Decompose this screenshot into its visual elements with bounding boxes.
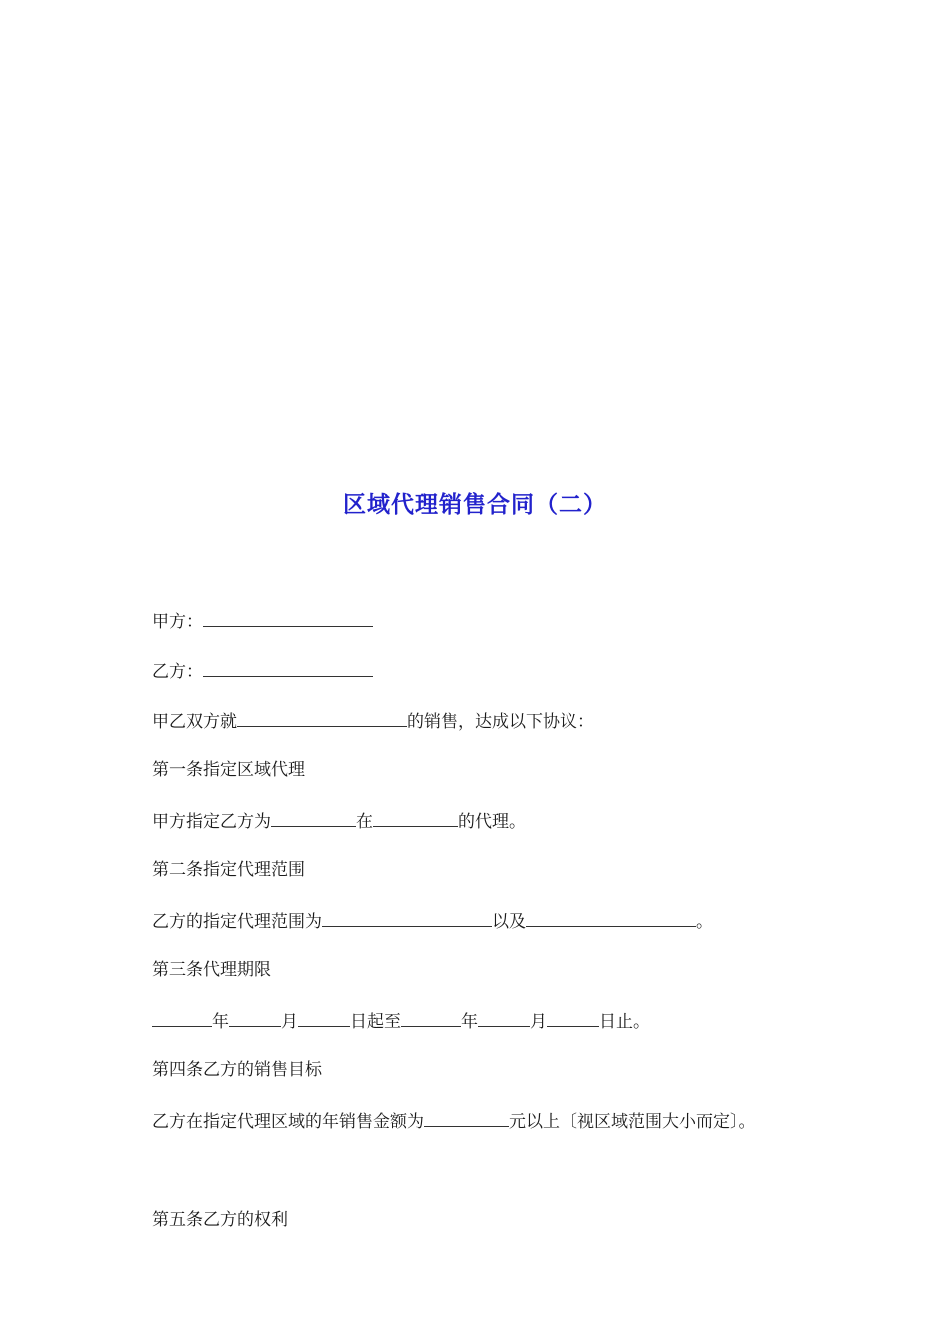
start-year-blank <box>152 1008 212 1027</box>
article-3-text <box>152 1008 650 1034</box>
party-a-blank <box>203 608 373 627</box>
product-blank <box>237 708 407 727</box>
month-label: 月 <box>281 1012 298 1032</box>
article-5-heading: 第五条乙方的权利 <box>152 1210 288 1230</box>
day-to-label: 日止。 <box>599 1012 650 1032</box>
start-day-blank <box>298 1008 350 1027</box>
article-3-heading: 第三条代理期限 <box>152 960 271 980</box>
art1-part-b: 在 <box>356 812 373 832</box>
art4-part-a: 乙方在指定代理区域的年销售金额为 <box>152 1112 424 1132</box>
article-1-text <box>152 808 526 834</box>
end-day-blank <box>547 1008 599 1027</box>
article-4-text <box>152 1108 756 1134</box>
party-a-line <box>152 608 373 634</box>
day-from-label: 日起至 <box>350 1012 401 1032</box>
party-b-label: 乙方： <box>152 662 203 682</box>
art1-part-a: 甲方指定乙方为 <box>152 812 271 832</box>
end-month-blank <box>478 1008 530 1027</box>
party-b-blank <box>203 658 373 677</box>
art2-part-a: 乙方的指定代理范围为 <box>152 912 322 932</box>
scope-blank-1 <box>322 908 492 927</box>
sales-amount-blank <box>424 1108 509 1127</box>
art1-part-c: 的代理。 <box>458 812 526 832</box>
month-label-2: 月 <box>530 1012 547 1032</box>
region-blank <box>373 808 458 827</box>
art2-part-c: 。 <box>696 912 713 932</box>
document-title: 区域代理销售合同（二） <box>343 492 607 518</box>
end-year-blank <box>401 1008 461 1027</box>
party-a-label: 甲方： <box>152 612 203 632</box>
article-1-heading: 第一条指定区域代理 <box>152 760 305 780</box>
article-2-heading: 第二条指定代理范围 <box>152 860 305 880</box>
agent-type-blank <box>271 808 356 827</box>
intro-after: 的销售，达成以下协议： <box>407 712 594 732</box>
party-b-line <box>152 658 373 684</box>
art4-part-b: 元以上〔视区域范围大小而定〕。 <box>509 1112 756 1132</box>
article-2-text <box>152 908 713 934</box>
art2-part-b: 以及 <box>492 912 526 932</box>
intro-line <box>152 708 594 734</box>
year-label-2: 年 <box>461 1012 478 1032</box>
article-4-heading: 第四条乙方的销售目标 <box>152 1060 322 1080</box>
intro-before: 甲乙双方就 <box>152 712 237 732</box>
year-label: 年 <box>212 1012 229 1032</box>
scope-blank-2 <box>526 908 696 927</box>
start-month-blank <box>229 1008 281 1027</box>
